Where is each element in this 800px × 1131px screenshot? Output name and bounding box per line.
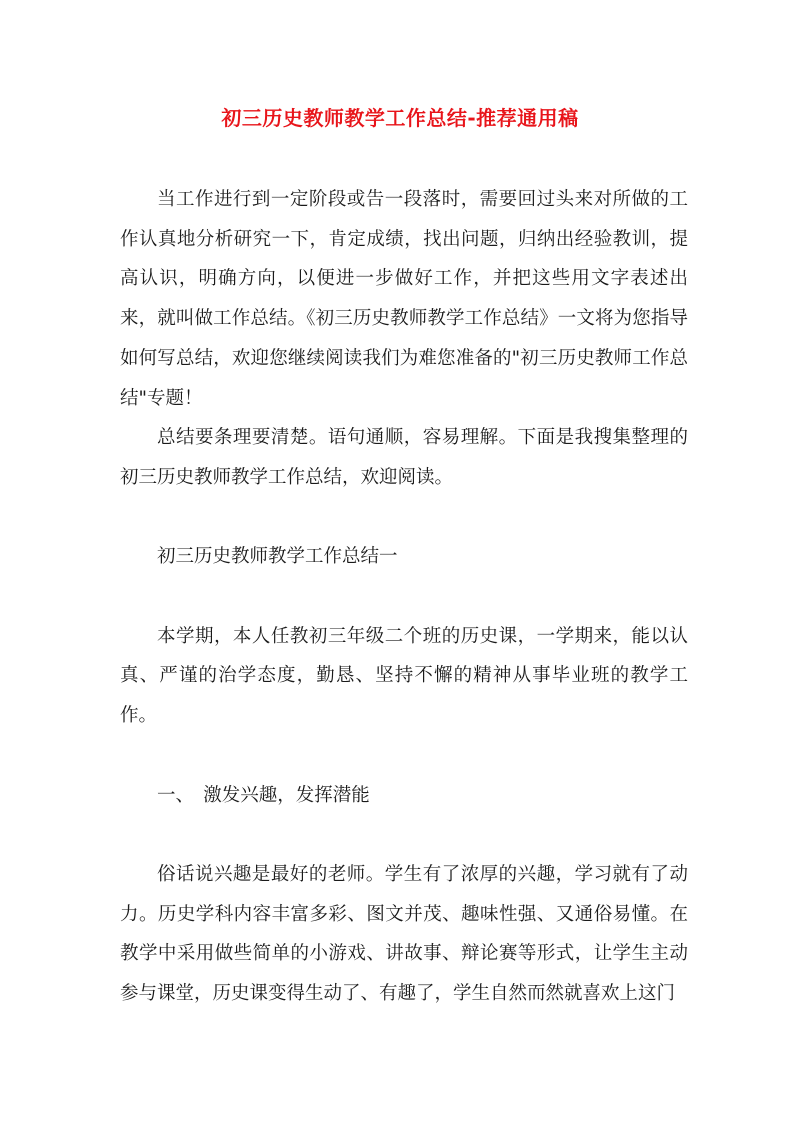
document-body [120,180,688,1014]
paragraph-summary-note: 总结要条理要清楚。语句通顺，容易理解。下面是我搜集整理的初三历史教师教学工作总结，欢迎阅读。 [120,427,688,488]
paragraph-semester: 本学期，本人任教初三年级二个班的历史课，一学期来，能以认真、严谨的治学态度，勤恳、坚持不懈的精神从事毕业班的教学工作。 [120,625,688,727]
paragraph-intro: 当工作进行到一定阶段或告一段落时，需要回过头来对所做的工作认真地分析研究一下，肯定成绩，找出问题，归纳出经验教训，提高认识，明确方向，以便进一步做好工作，并把这些用文字表述出来，就叫做工作总结。《初三历史教师教学工作总结》一文将为您指导如何写总结，欢迎您继续阅读我们为难您准备的"初三历史教师工作总结"专题！ [120,189,688,409]
blank-line [120,736,688,776]
document-title: 初三历史教师教学工作总结-推荐通用稿 [221,106,579,130]
section-heading-one: 初三历史教师教学工作总结一 [157,546,398,568]
blank-line [120,498,688,538]
paragraph-interest: 俗话说兴趣是最好的老师。学生有了浓厚的兴趣，学习就有了动力。历史学科内容丰富多彩、图文并茂、趣味性强、又通俗易懂。在教学中采用做些简单的小游戏、讲故事、辩论赛等形式，让学生主动参与课堂，历史课变得生动了、有趣了，学生自然而然就喜欢上这门 [120,863,688,1004]
subheading-interest: 一、 激发兴趣，发挥潜能 [157,784,370,806]
blank-line [120,577,688,617]
blank-line [120,815,688,855]
